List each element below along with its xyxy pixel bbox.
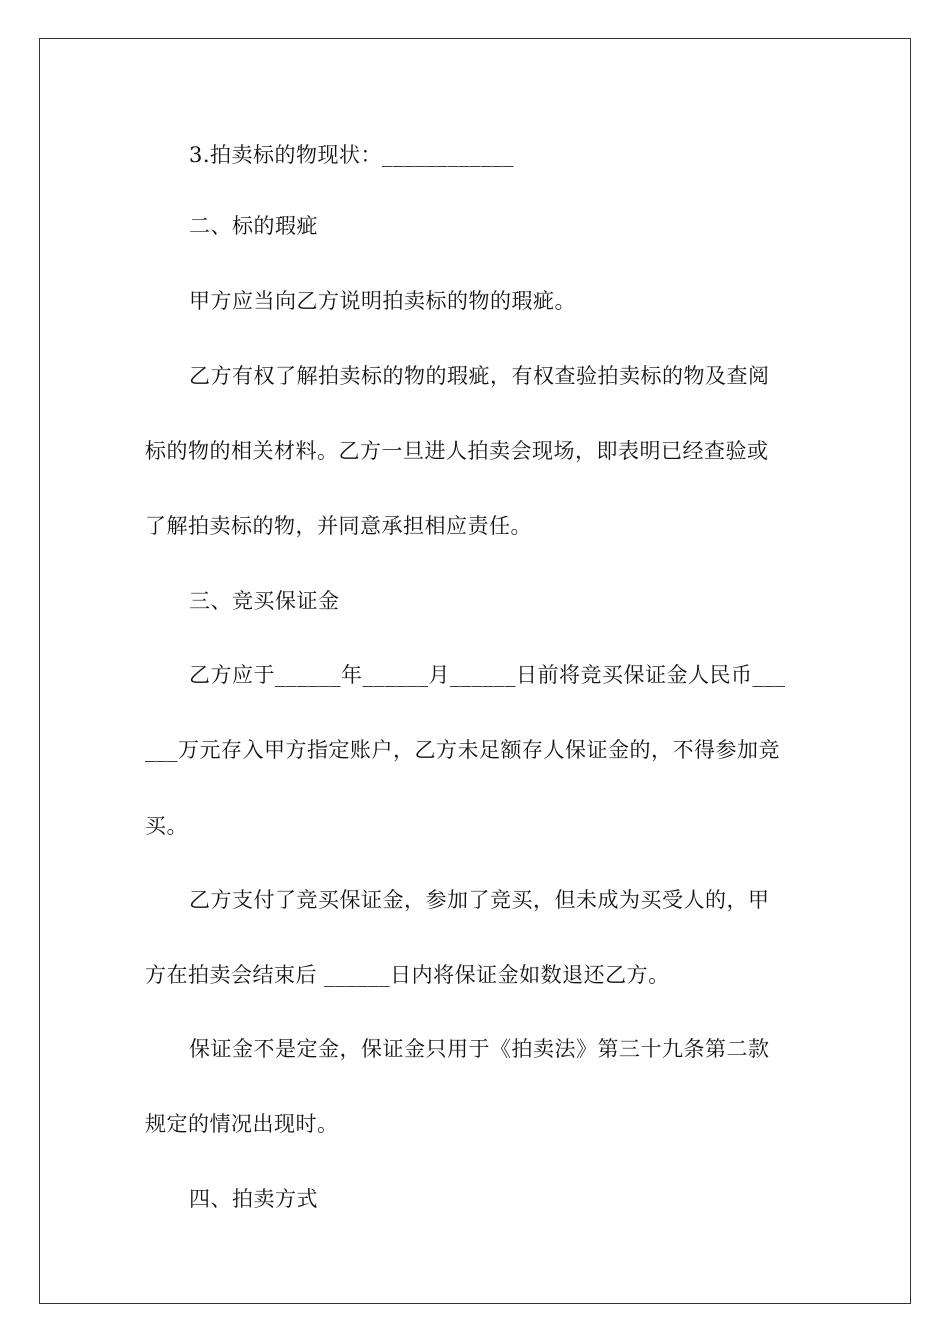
paragraph-line: 规定的情况出现时。 [145,1112,339,1136]
paragraph-line: 标的物的相关材料。乙方一旦进人拍卖会现场，即表明已经查验或 [145,439,769,463]
section-heading-auction-method: 四、拍卖方式 [189,1187,318,1211]
paragraph-line: 甲方应当向乙方说明拍卖标的物的瑕疵。 [189,289,576,313]
paragraph-line: 买。 [145,814,188,838]
paragraph-line: 方在拍卖会结束后 ______日内将保证金如数退还乙方。 [145,963,670,987]
paragraph-line: 乙方应于______年______月______日前将竞买保证金人民币___ [189,663,786,687]
section-heading-defects: 二、标的瑕疵 [189,214,318,238]
paragraph-line: 保证金不是定金，保证金只用于《拍卖法》第三十九条第二款 [189,1037,770,1061]
paragraph-line: ___万元存入甲方指定账户，乙方未足额存人保证金的，不得参加竞 [145,738,780,762]
paragraph-line: 乙方支付了竞买保证金，参加了竞买，但未成为买受人的，甲 [189,888,770,912]
item-current-condition: 3.拍卖标的物现状：____________ [189,143,515,167]
section-heading-deposit: 三、竞买保证金 [189,589,340,613]
paragraph-line: 了解拍卖标的物，并同意承担相应责任。 [145,514,532,538]
paragraph-line: 乙方有权了解拍卖标的物的瑕疵，有权查验拍卖标的物及查阅 [189,364,770,388]
